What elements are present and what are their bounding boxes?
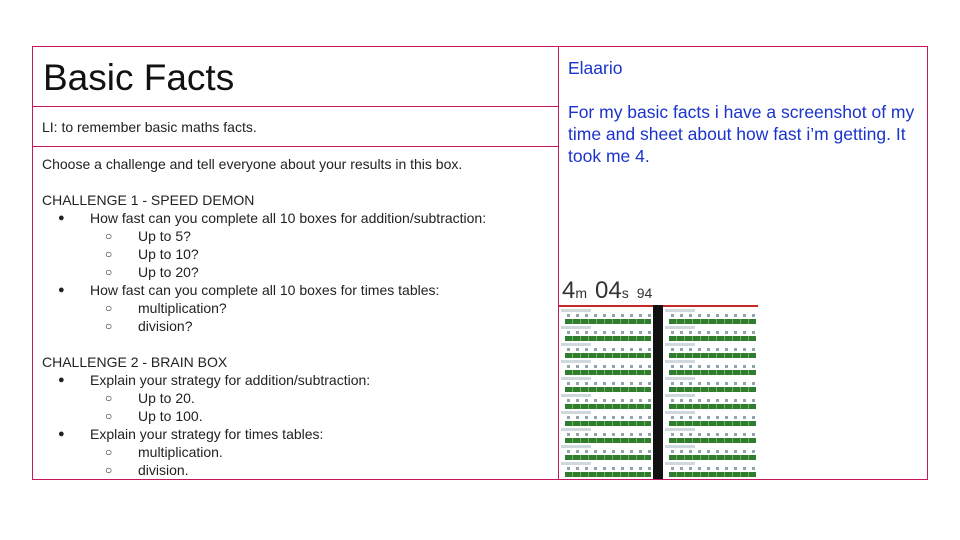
sheet-row-numbers xyxy=(671,348,756,351)
bullet-disc-icon: ● xyxy=(58,374,65,386)
sheet-answer-bar xyxy=(565,404,651,409)
bullet-circle-icon: ○ xyxy=(105,319,113,333)
challenge-text: Up to 10? xyxy=(138,246,199,262)
sheet-row-label xyxy=(665,377,695,380)
timer-minutes: 4 xyxy=(562,277,576,304)
sheet-answer-bar xyxy=(669,438,756,443)
bullet-disc-icon: ● xyxy=(58,428,65,440)
challenge-list xyxy=(42,155,552,479)
challenge-heading xyxy=(42,191,552,209)
challenge-text: division. xyxy=(138,462,189,478)
challenge-list-item xyxy=(42,227,552,245)
challenge-text: Up to 100. xyxy=(138,408,203,424)
timer-hundredths: 94 xyxy=(636,285,653,301)
sheet-row-numbers xyxy=(567,450,651,453)
challenge-text: How fast can you complete all 10 boxes for times tables: xyxy=(90,282,440,298)
sheet-answer-bar xyxy=(565,421,651,426)
sheet-row-label xyxy=(665,343,695,346)
challenge-box xyxy=(32,146,559,480)
sheet-answer-bar xyxy=(565,455,651,460)
challenge-text: Up to 20? xyxy=(138,264,199,280)
sheet-answer-bar xyxy=(669,387,756,392)
challenge-list-item xyxy=(42,389,552,407)
challenge-list-item xyxy=(42,461,552,479)
learning-intention-box xyxy=(32,106,559,147)
spacer xyxy=(42,173,552,191)
bullet-circle-icon: ○ xyxy=(105,409,113,423)
spacer xyxy=(568,79,921,101)
sheet-row-numbers xyxy=(567,399,651,402)
sheet-row-numbers xyxy=(671,450,756,453)
sheet-row-label xyxy=(665,411,695,414)
sheet-row-numbers xyxy=(567,467,651,470)
sheet-row-label xyxy=(561,462,591,465)
sheet-answer-bar xyxy=(565,336,651,341)
sheet-row-label xyxy=(561,394,591,397)
challenge-list-item xyxy=(42,407,552,425)
sheet-answer-bar xyxy=(565,370,651,375)
sheet-row-numbers xyxy=(671,399,756,402)
challenge-heading xyxy=(42,353,552,371)
sheet-row-label xyxy=(561,326,591,329)
bullet-circle-icon: ○ xyxy=(105,463,113,477)
bullet-circle-icon: ○ xyxy=(105,445,113,459)
sheet-row-numbers xyxy=(567,348,651,351)
sheet-row-label xyxy=(665,428,695,431)
sheet-answer-bar xyxy=(669,404,756,409)
sheet-row-numbers xyxy=(567,314,651,317)
sheet-row-label xyxy=(665,394,695,397)
challenge-text: Explain your strategy for addition/subtraction: xyxy=(90,372,371,388)
student-response: For my basic facts i have a screenshot of my time and sheet about how fast i’m getting. It took me 4. xyxy=(568,102,915,166)
challenge-text: Explain your strategy for times tables: xyxy=(90,426,324,442)
challenge-list-item xyxy=(42,443,552,461)
sheet-divider xyxy=(653,305,663,479)
title-box xyxy=(32,46,559,107)
challenge-list-item xyxy=(42,299,552,317)
challenge-text: division? xyxy=(138,318,193,334)
challenge-list-item xyxy=(42,425,552,443)
student-response-text xyxy=(568,57,921,167)
sheet-row-label xyxy=(665,309,695,312)
challenge-intro: Choose a challenge and tell everyone about your results in this box. xyxy=(42,156,463,172)
spacer xyxy=(42,335,552,353)
challenge-text: CHALLENGE 1 - SPEED DEMON xyxy=(42,192,255,208)
challenge-text: multiplication. xyxy=(138,444,223,460)
sheet-row-label xyxy=(561,309,591,312)
bullet-circle-icon: ○ xyxy=(105,391,113,405)
challenge-list-item xyxy=(42,245,552,263)
sheet-answer-bar xyxy=(669,319,756,324)
timer-seconds: 04 xyxy=(595,277,622,304)
bullet-circle-icon: ○ xyxy=(105,265,113,279)
sheet-answer-bar xyxy=(669,472,756,477)
page-title: Basic Facts xyxy=(43,57,235,98)
challenge-list-item xyxy=(42,317,552,335)
bullet-circle-icon: ○ xyxy=(105,229,113,243)
sheet-row-numbers xyxy=(567,331,651,334)
learning-intention: LI: to remember basic maths facts. xyxy=(42,119,257,135)
challenge-text: Up to 20. xyxy=(138,390,195,406)
bullet-circle-icon: ○ xyxy=(105,301,113,315)
sheet-row-numbers xyxy=(671,314,756,317)
sheet-answer-bar xyxy=(565,438,651,443)
sheet-row-label xyxy=(665,462,695,465)
sheet-row-numbers xyxy=(671,433,756,436)
sheet-row-label xyxy=(561,428,591,431)
sheet-row-numbers xyxy=(567,382,651,385)
timer-screenshot xyxy=(562,277,660,305)
sheet-answer-bar xyxy=(669,455,756,460)
sheet-row-numbers xyxy=(671,416,756,419)
challenge-list-item xyxy=(42,371,552,389)
sheet-row-numbers xyxy=(671,331,756,334)
sheet-answer-bar xyxy=(565,319,651,324)
sheet-row-label xyxy=(561,377,591,380)
sheet-answer-bar xyxy=(565,353,651,358)
basic-facts-sheet-image xyxy=(559,305,758,479)
sheet-row-label xyxy=(665,360,695,363)
sheet-row-numbers xyxy=(567,416,651,419)
student-name: Elaario xyxy=(568,58,623,78)
sheet-row-numbers xyxy=(671,382,756,385)
sheet-row-label xyxy=(665,326,695,329)
challenge-list-item xyxy=(42,281,552,299)
timer-seconds-unit: s xyxy=(621,285,629,301)
bullet-disc-icon: ● xyxy=(58,284,65,296)
challenge-list-item xyxy=(42,263,552,281)
sheet-row-label xyxy=(561,360,591,363)
sheet-row-label xyxy=(561,343,591,346)
sheet-answer-bar xyxy=(669,353,756,358)
bullet-circle-icon: ○ xyxy=(105,247,113,261)
sheet-row-numbers xyxy=(567,433,651,436)
challenge-text: multiplication? xyxy=(138,300,227,316)
challenge-text: CHALLENGE 2 - BRAIN BOX xyxy=(42,354,228,370)
sheet-row-numbers xyxy=(671,365,756,368)
sheet-answer-bar xyxy=(669,421,756,426)
sheet-row-numbers xyxy=(567,365,651,368)
sheet-answer-bar xyxy=(565,387,651,392)
sheet-row-label xyxy=(561,445,591,448)
sheet-row-label xyxy=(561,411,591,414)
timer-minutes-unit: m xyxy=(575,285,588,301)
challenge-text: Up to 5? xyxy=(138,228,191,244)
bullet-disc-icon: ● xyxy=(58,212,65,224)
challenge-text: How fast can you complete all 10 boxes for addition/subtraction: xyxy=(90,210,487,226)
sheet-answer-bar xyxy=(669,370,756,375)
challenge-list-item xyxy=(42,209,552,227)
sheet-row-label xyxy=(665,445,695,448)
sheet-row-numbers xyxy=(671,467,756,470)
sheet-answer-bar xyxy=(565,472,651,477)
sheet-answer-bar xyxy=(669,336,756,341)
